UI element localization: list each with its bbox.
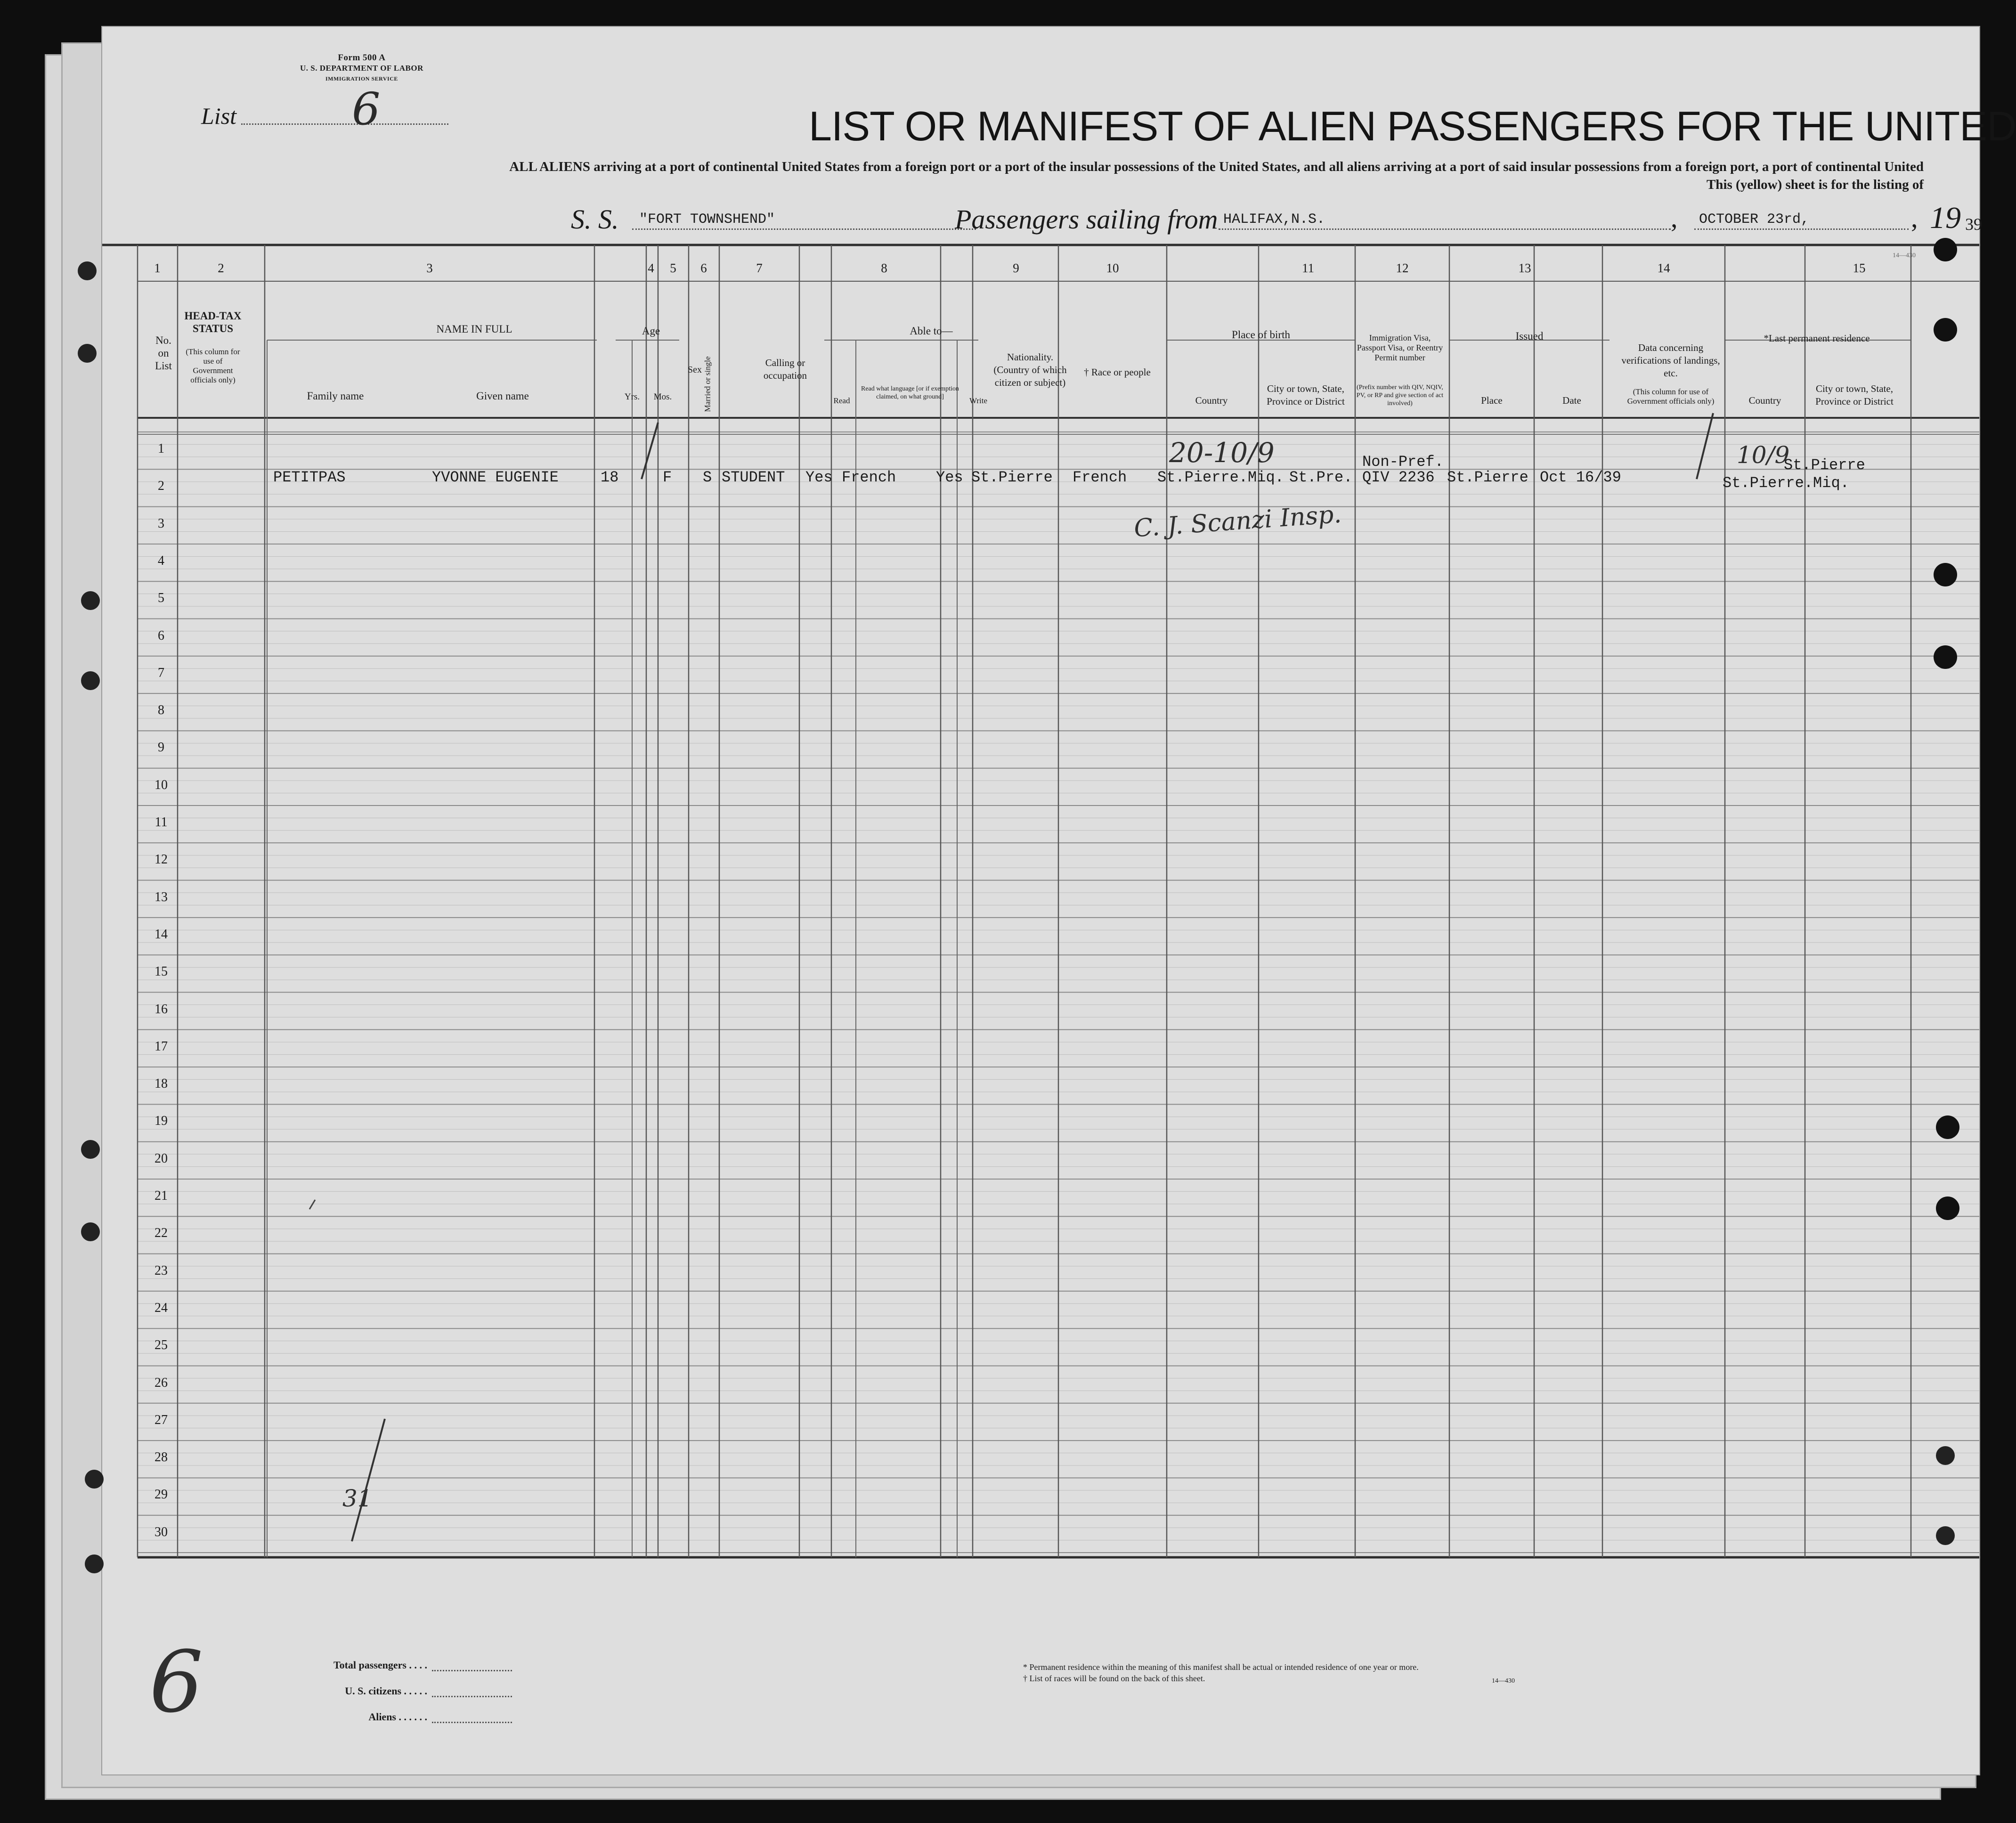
birth-city-cell: St.Pre. [1289, 469, 1353, 486]
column-number: 4 [648, 261, 654, 275]
manifest-sheet [101, 26, 2016, 1775]
row-number: 16 [154, 1001, 168, 1017]
row-number: 10 [154, 777, 168, 792]
sailing-label: Passengers sailing from [955, 204, 1218, 235]
row-number: 17 [154, 1039, 168, 1054]
col-header-yrs: Yrs. [624, 392, 640, 402]
col-header-landing-data: Data concerning verifications of landings, etc. [1621, 342, 1720, 379]
col-header-visa: Immigration Visa, Passport Visa, or Reentry Permit number [1357, 333, 1443, 362]
row-number: 7 [158, 665, 164, 680]
year-prefix: 19 [1930, 201, 1961, 235]
column-number: 2 [218, 261, 224, 275]
aliens-line [432, 1722, 512, 1723]
check-mark [642, 423, 658, 479]
col-header-able-to: Able to— [910, 325, 953, 337]
row-number: 2 [158, 479, 164, 494]
column-number: 1 [154, 261, 161, 275]
row-number: 8 [158, 703, 164, 718]
handwritten-signature: C. J. Scanzi Insp. [1133, 500, 1342, 543]
col-header-read-language: Read what language [or if exemption claimed, on what ground] [861, 385, 959, 400]
sailing-date: OCTOBER 23rd, [1699, 212, 1810, 228]
punch-hole [81, 591, 100, 610]
row-number: 1 [158, 441, 164, 456]
visa-cell-line2: QIV 2236 [1362, 469, 1435, 486]
total-passengers-label: Total passengers . . . . [333, 1659, 427, 1671]
handwritten-margin-number: 6 [149, 1633, 203, 1732]
row-number: 20 [154, 1151, 168, 1166]
column-number: 13 [1518, 261, 1531, 275]
row-number: 29 [154, 1487, 168, 1502]
col-header-married: Married or single [703, 356, 712, 412]
col-header-name: NAME IN FULL [436, 323, 512, 335]
punch-hole [85, 1470, 104, 1489]
row-number: 6 [158, 628, 164, 643]
column-number: 11 [1302, 261, 1314, 275]
ss-label: S. S. [571, 204, 619, 235]
age-years-cell: 18 [601, 469, 619, 486]
marital-cell: S [703, 469, 712, 486]
punch-hole [1934, 318, 1957, 342]
sex-cell: F [663, 469, 672, 486]
year-suffix: 39 [1965, 215, 1982, 234]
col-header-issued: Issued [1515, 330, 1544, 342]
issued-date-cell: Oct 16/39 [1540, 469, 1621, 486]
margin-tick [309, 1200, 315, 1209]
tally-stroke [352, 1419, 385, 1541]
punch-hole [81, 1222, 100, 1241]
row-number: 9 [158, 740, 164, 755]
col-header-last-residence: *Last permanent residence [1764, 333, 1870, 344]
punch-hole [81, 1140, 100, 1159]
row-number: 24 [154, 1300, 168, 1315]
departure-port: HALIFAX,N.S. [1223, 212, 1325, 228]
column-number: 8 [881, 261, 887, 275]
row-number: 28 [154, 1450, 168, 1465]
punch-hole [1934, 563, 1957, 586]
us-citizens-label: U. S. citizens . . . . . [345, 1685, 427, 1697]
form-code: 14—430 [1893, 252, 1916, 259]
col-header-visa-note: (Prefix number with QIV, NQIV, PV, or RP and give section of act involved) [1356, 384, 1444, 407]
col-header-headtax: HEAD-TAX STATUS [184, 310, 242, 334]
family-name-cell: PETITPAS [273, 469, 346, 486]
punch-hole [78, 344, 97, 363]
nationality-cell: St.Pierre [971, 469, 1053, 486]
check-mark [1697, 413, 1713, 479]
punch-hole [85, 1554, 104, 1573]
col-header-no: No. on List [155, 334, 172, 372]
column-number: 15 [1853, 261, 1866, 275]
punch-hole [1936, 1526, 1955, 1545]
residence-city-cell: St.Pierre [1784, 456, 1865, 474]
row-number: 15 [154, 964, 168, 979]
punch-hole [78, 261, 97, 280]
language-cell: French [842, 469, 896, 486]
issued-place-cell: St.Pierre [1447, 469, 1528, 486]
punch-hole [1936, 1196, 1959, 1220]
row-number: 26 [154, 1375, 168, 1390]
row-number: 30 [154, 1524, 168, 1539]
col-header-mos: Mos. [653, 392, 672, 402]
col-header-read: Read [833, 396, 850, 405]
row-number: 19 [154, 1114, 168, 1129]
row-number: 11 [154, 815, 168, 830]
subtitle-line: ALL ALIENS arriving at a port of continental United States from a foreign port or a port of the insular possessions of the United States, and all aliens arriving at a port of said insular possessions from a foreign port, a port of continental United [509, 159, 1924, 174]
separator: , [1671, 203, 1678, 233]
total-passengers-line [432, 1670, 512, 1671]
handwritten-strokes [102, 27, 1979, 1774]
list-label: List [201, 103, 237, 129]
col-header-landing-note: (This column for use of Government officials only) [1627, 387, 1715, 406]
handwritten-tally: 31 [342, 1485, 373, 1512]
row-number: 3 [158, 516, 164, 531]
row-number: 23 [154, 1263, 168, 1278]
footnote-residence: * Permanent residence within the meaning of this manifest shall be actual or intended residence of one year or more. [1023, 1662, 1419, 1672]
read-cell: Yes [805, 469, 833, 486]
col-header-given-name: Given name [476, 390, 529, 402]
given-name-cell: YVONNE EUGENIE [432, 469, 559, 486]
punch-hole [1934, 645, 1957, 669]
col-header-write: Write [969, 396, 988, 405]
column-number: 3 [426, 261, 433, 275]
row-number: 22 [154, 1226, 168, 1241]
aliens-label: Aliens . . . . . . [368, 1711, 427, 1723]
visa-cell-line1: Non-Pref. [1362, 453, 1444, 471]
row-number: 14 [154, 927, 168, 942]
col-header-birth-city: City or town, State, Province or District [1267, 383, 1345, 407]
birth-country-cell: St.Pierre.Miq. [1157, 469, 1284, 486]
footer-code: 14—430 [1492, 1677, 1515, 1685]
col-header-issued-date: Date [1562, 395, 1581, 406]
punch-hole [1936, 1115, 1959, 1139]
punch-hole [1936, 1446, 1955, 1465]
column-number: 6 [700, 261, 707, 275]
col-header-age: Age [642, 325, 660, 337]
handwritten-birth-note: 20-10/9 [1169, 437, 1275, 469]
column-number: 5 [670, 261, 676, 275]
punch-hole [81, 671, 100, 690]
aliens-text: Aliens [368, 1711, 396, 1723]
row-number: 12 [154, 852, 168, 867]
column-number: 14 [1657, 261, 1670, 275]
col-header-race: † Race or people [1084, 366, 1151, 378]
column-number: 9 [1013, 261, 1019, 275]
row-number: 18 [154, 1076, 168, 1091]
col-header-calling: Calling or occupation [763, 357, 807, 381]
row-number: 13 [154, 889, 168, 904]
race-cell: French [1073, 469, 1127, 486]
write-cell: Yes [936, 469, 963, 486]
row-number: 21 [154, 1188, 168, 1203]
column-number: 7 [756, 261, 763, 275]
form-number: Form 500 A [338, 53, 386, 63]
col-header-place-of-birth: Place of birth [1232, 329, 1290, 341]
column-number: 12 [1396, 261, 1409, 275]
col-header-res-city: City or town, State, Province or District [1815, 383, 1894, 407]
service-name: IMMIGRATION SERVICE [325, 75, 398, 82]
us-citizens-line [432, 1696, 512, 1697]
total-passengers-text: Total passengers [333, 1659, 406, 1671]
col-header-birth-country: Country [1195, 395, 1228, 406]
col-header-headtax-note: (This column for use of Government officials only) [186, 347, 240, 384]
col-header-sex: Sex [688, 365, 702, 375]
department-name: U. S. DEPARTMENT OF LABOR [300, 64, 423, 73]
handwritten-landing-note: 10/9 [1737, 441, 1790, 469]
residence-country-cell: St.Pierre.Miq. [1723, 474, 1849, 492]
occupation-cell: STUDENT [722, 469, 785, 486]
footnote-races: † List of races will be found on the back of this sheet. [1023, 1674, 1205, 1683]
ship-name: "FORT TOWNSHEND" [639, 212, 775, 228]
separator: , [1911, 203, 1918, 233]
row-number: 5 [158, 591, 164, 606]
us-citizens-text: U. S. citizens [345, 1685, 401, 1697]
row-number: 25 [154, 1338, 168, 1353]
manifest-title: LIST OR MANIFEST OF ALIEN PASSENGERS FOR THE UNITED [809, 103, 2016, 149]
list-number: 6 [352, 83, 381, 135]
row-number: 27 [154, 1412, 168, 1427]
punch-hole [1934, 238, 1957, 261]
col-header-nationality: Nationality. (Country of which citizen or subject) [993, 351, 1067, 388]
col-header-issued-place: Place [1481, 395, 1503, 406]
column-number: 10 [1106, 261, 1119, 275]
row-number: 4 [158, 553, 164, 568]
col-header-family-name: Family name [307, 390, 364, 402]
subtitle-line: This (yellow) sheet is for the listing of [1706, 177, 1924, 192]
col-header-res-country: Country [1748, 395, 1781, 406]
